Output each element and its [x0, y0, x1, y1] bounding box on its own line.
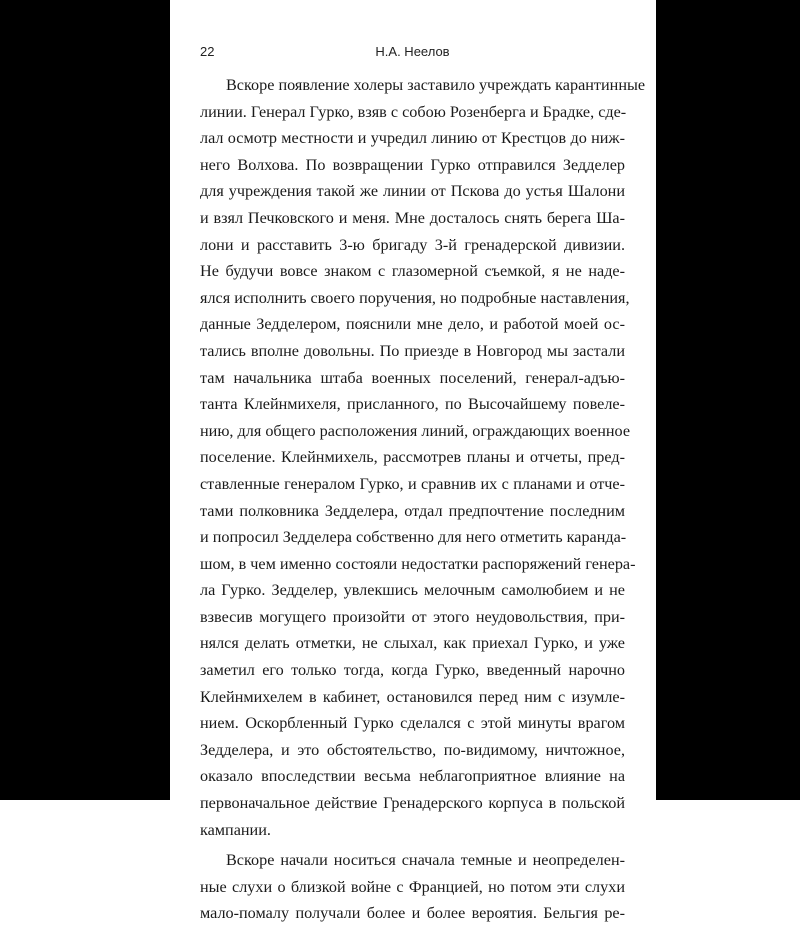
text-line: линии. Генерал Гурко, взяв с собою Розенберга и Брадке, сде-	[200, 102, 627, 121]
text-line: кампании.	[200, 820, 271, 839]
text-line: танта Клейнмихеля, присланного, по Высочайшему повеле-	[200, 395, 625, 414]
text-line: тались вполне довольны. По приезде в Новгород мы застали	[200, 341, 625, 360]
book-page	[170, 0, 656, 923]
text-line: лал осмотр местности и учредил линию от Крестцов до ниж-	[200, 129, 625, 148]
running-head	[200, 44, 625, 64]
text-line: ла Гурко. Зедделер, увлекшись мелочным самолюбием и не	[200, 581, 625, 600]
text-line: данные Зедделером, пояснили мне дело, и работой моей ос-	[200, 315, 625, 334]
text-line: и попросил Зедделера собственно для него отметить каранда-	[200, 528, 627, 547]
left-margin-background	[0, 0, 170, 800]
text-line: для учреждения такой же линии от Пскова до устья Шалони	[200, 182, 625, 201]
text-line: Клейнмихелем в кабинет, остановился перед ним с изумле-	[200, 687, 625, 706]
text-line: нялся делать отметки, не слыхал, как приехал Гурко, и уже	[200, 634, 625, 653]
text-line: шом, в чем именно состояли недостатки распоряжений генера-	[200, 554, 636, 573]
text-line: нием. Оскорбленный Гурко сделался с этой минуты врагом	[200, 714, 625, 733]
text-line: первоначальное действие Гренадерского корпуса в польской	[200, 794, 625, 813]
text-line: ные слухи о близкой войне с Францией, но потом эти слухи	[200, 877, 625, 896]
paragraph-2	[200, 847, 625, 927]
right-margin-background	[656, 0, 800, 800]
text-line: тами полковника Зедделера, отдал предпочтение последним	[200, 501, 625, 520]
text-line: взвесив могущего произойти от этого неудовольствия, при-	[200, 607, 625, 626]
text-line: поселение. Клейнмихель, рассмотрев планы и отчеты, пред-	[200, 448, 625, 467]
text-line: Зедделера, и это обстоятельство, по-видимому, ничтожное,	[200, 740, 625, 759]
text-line: нию, для общего расположения линий, ограждающих военное	[200, 421, 631, 440]
text-line: мало-помалу получали более и более вероятия. Бельгия ре-	[200, 904, 625, 923]
text-line: заметил его только тогда, когда Гурко, введенный нарочно	[200, 661, 625, 680]
page-number: 22	[200, 44, 215, 59]
text-line: там начальника штаба военных поселений, генерал-адъю-	[200, 368, 625, 387]
body-text	[200, 72, 646, 927]
text-line: Вскоре появление холеры заставило учреждать карантинные	[226, 76, 646, 94]
text-line: и взял Печковского и меня. Мне досталось снять берега Ша-	[200, 208, 625, 227]
paragraph-1	[200, 72, 646, 843]
text-line: оказало впоследствии весьма неблагоприятное влияние на	[200, 767, 625, 786]
text-line: Не будучи вовсе знаком с глазомерной съемкой, я не наде-	[200, 262, 625, 281]
text-line: лони и расставить 3-ю бригаду 3-й гренадерской дивизии.	[200, 235, 625, 254]
text-line: него Волхова. По возвращении Гурко отправился Зедделер	[200, 155, 625, 174]
text-line: Вскоре начали носиться сначала темные и неопределен-	[226, 851, 625, 870]
text-line: ялся исполнить своего поручения, но подробные наставления,	[200, 288, 630, 307]
running-head-author: Н.А. Неелов	[375, 44, 450, 59]
text-line: ставленные генералом Гурко, и сравнив их с планами и отче-	[200, 474, 625, 493]
